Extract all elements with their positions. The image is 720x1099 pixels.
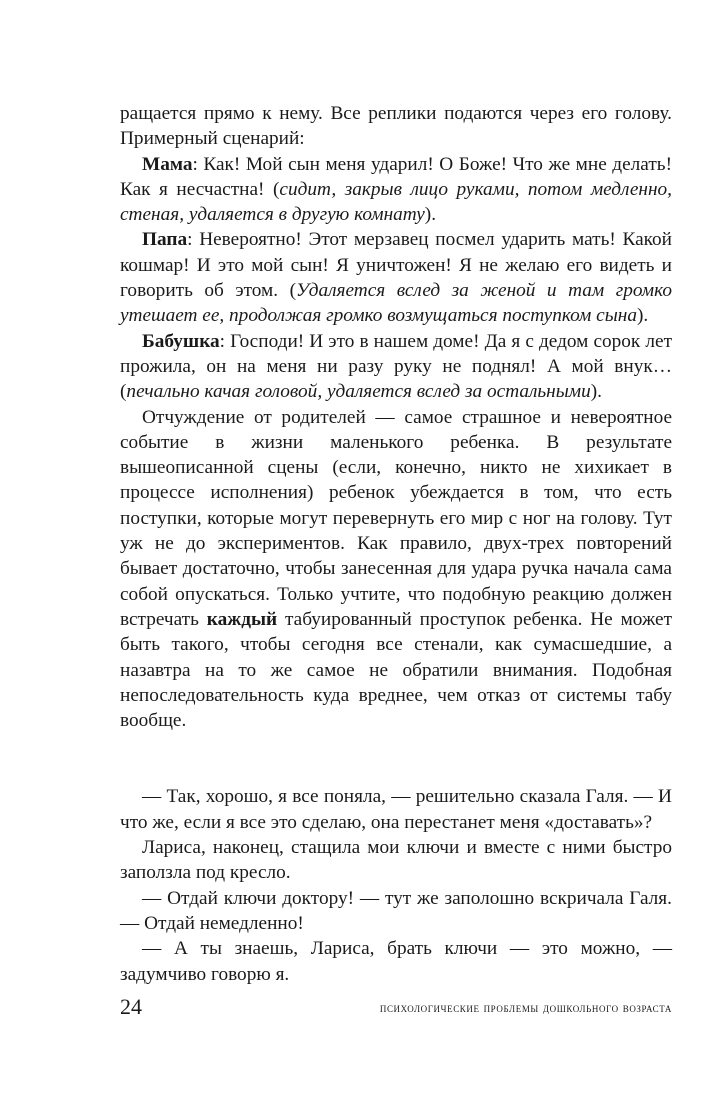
paragraph-intro: ращается прямо к нему. Все реплики подаются через его голову. Примерный сценарий:: [120, 103, 672, 150]
stage-direction-babushka: печально качая головой, удаляется вслед за остальными: [126, 381, 591, 403]
paragraph-mama: [120, 152, 672, 228]
speaker-papa: Папа: [142, 229, 188, 251]
line-babushka-end: ).: [590, 381, 602, 403]
line-papa-end: ).: [637, 305, 649, 327]
stage-direction-mama: сидит, закрыв лицо руками, потом медленно, стеная, удаляется в другую комнату: [120, 178, 672, 226]
stage-direction-papa: Удаляется вслед за женой и там громко утешает ее, продолжая громко возмущаться поступком сына: [120, 280, 673, 327]
paragraph-papa: [120, 227, 672, 328]
paragraph-alienation: [120, 405, 672, 734]
paragraph-alienation-start: Отчуждение от родителей — самое страшное и невероятное событие в жизни маленького ребенка. В результате вышеописанной сцены (если, конечно, никто не хихикает в процессе исполнения) ребенок убеждается в том, что есть поступки, которые могут перевернуть его мир с ног на голову. Тут уж не до экспериментов. Как правило, двух-трех повторений бывает достаточно, чтобы занесенная для удара ручка начала сама собой опускаться. Только учтите, что подобную реакцию должен встречать: [120, 406, 672, 630]
line-mama-end: ).: [424, 204, 437, 226]
section-break: [120, 733, 672, 784]
speaker-babushka: Бабушка: [142, 330, 220, 352]
page-number: 24: [120, 994, 142, 1019]
speaker-mama: Мама: [142, 153, 193, 175]
emphasis-each: каждый: [206, 608, 278, 630]
line-mama: : Как! Мой сын меня ударил! О Боже! Что же мне делать! Как я несчастна! (: [120, 153, 672, 200]
dialogue-galya-1: — Так, хорошо, я все поняла, — решительно сказала Галя. — И что же, если я все это сделаю, она перестанет меня «доставать»?: [120, 786, 672, 833]
running-head: психологические проблемы дошкольного возраста: [379, 1000, 672, 1015]
dialogue-doctor: — А ты знаешь, Лариса, брать ключи — это можно, — задумчиво говорю я.: [120, 938, 672, 985]
paragraph-alienation-end: табуированный проступок ребенка. Не может быть такого, чтобы сегодня все стенали, как сумасшедшие, а назавтра на то же самое не обратили внимания. Подобная непоследовательность куда вреднее, чем отказ от системы табу вообще.: [120, 608, 672, 732]
line-papa: : Невероятно! Этот мерзавец посмел ударить мать! Какой кошмар! И это мой сын! Я уничтожен! Я не желаю его видеть и говорить об этом. (: [120, 229, 672, 302]
dialogue-galya-2: — Отдай ключи доктору! — тут же заполошно вскричала Галя. — Отдай немедленно!: [120, 887, 672, 934]
narration-larisa: Лариса, наконец, стащила мои ключи и вместе с ними быстро заползла под кресло.: [120, 837, 672, 884]
page-footer: [120, 993, 672, 1023]
line-babushka: : Господи! И это в нашем доме! Да я с дедом сорок лет прожила, он на меня ни разу руку не поднял! А мой внук… (: [120, 330, 672, 403]
paragraph-babushka: [120, 329, 672, 405]
page-body: [120, 101, 672, 987]
